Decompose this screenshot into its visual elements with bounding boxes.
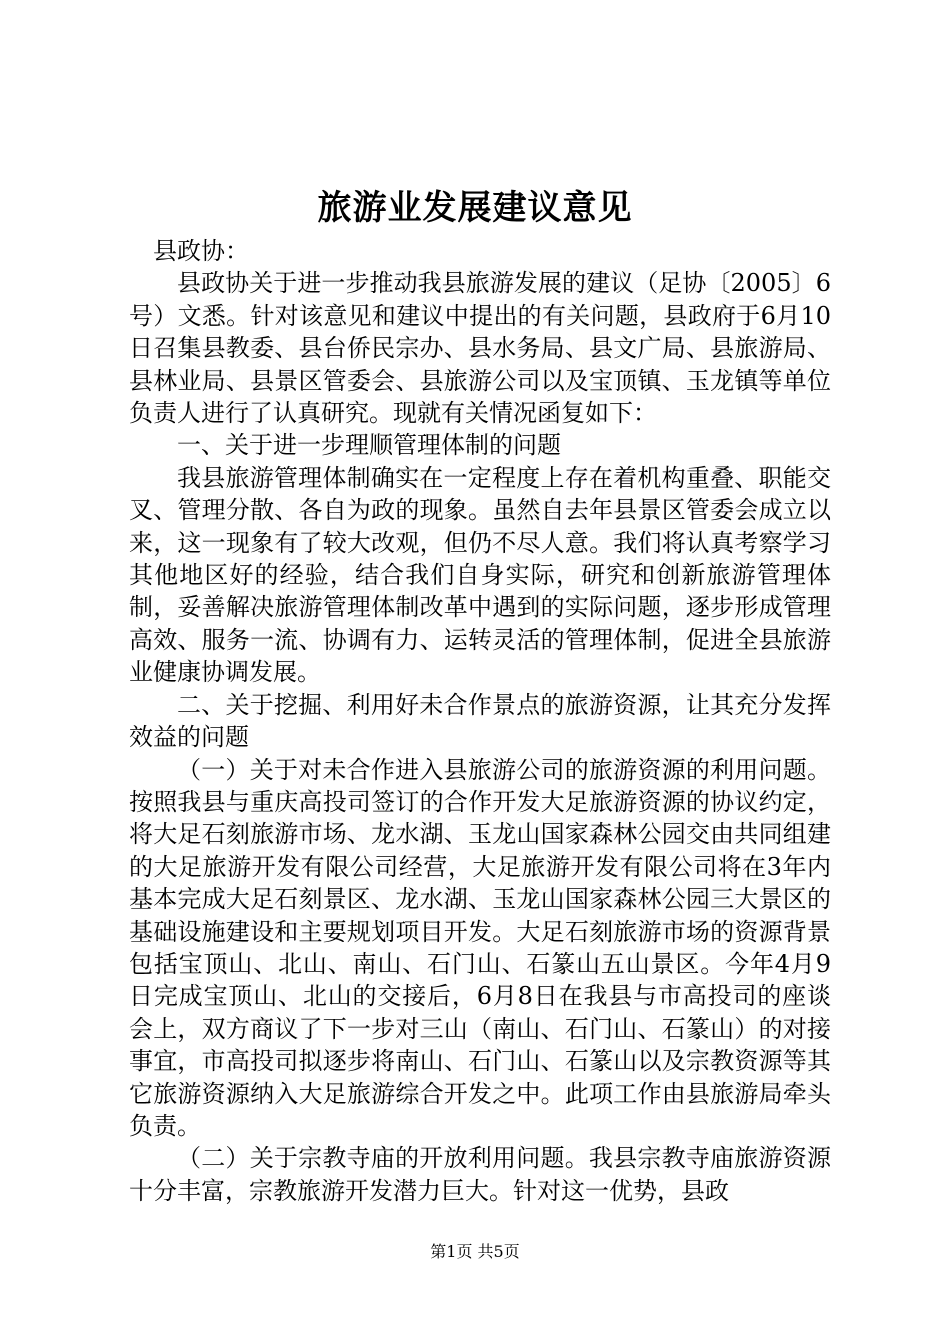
paragraph-resources: （一）关于对未合作进入县旅游公司的旅游资源的利用问题。按照我县与重庆高投司签订的合作开发大足旅游资源的协议约定，将大足石刻旅游市场、龙水湖、玉龙山国家森林公园交由共同组建的大足旅游开发有限公司经营，大足旅游开发有限公司将在3年内基本完成大足石刻景区、龙水湖、玉龙山国家森林公园三大景区的基础设施建设和主要规划项目开发。大足石刻旅游市场的资源背景包括宝顶山、北山、南山、石门山、石篆山五山景区。今年4月9日完成宝顶山、北山的交接后，6月8日在我县与市高投司的座谈会上，双方商议了下一步对三山（南山、石门山、石篆山）的对接事宜，市高投司拟逐步将南山、石门山、石篆山以及宗教资源等其它旅游资源纳入大足旅游综合开发之中。此项工作由县旅游局牵头负责。 — [129, 755, 831, 1140]
page-number: 第1页 共5页 — [430, 1242, 520, 1261]
paragraph-intro: 县政协关于进一步推动我县旅游发展的建议（足协〔2005〕6号）文悉。针对该意见和建议中提出的有关问题，县政府于6月10日召集县教委、县台侨民宗办、县水务局、县文广局、县旅游局、县林业局、县景区管委会、县旅游公司以及宝顶镇、玉龙镇等单位负责人进行了认真研究。现就有关情况函复如下： — [129, 269, 831, 428]
paragraph-management: 我县旅游管理体制确实在一定程度上存在着机构重叠、职能交叉、管理分散、各自为政的现象。虽然自去年县景区管委会成立以来，这一现象有了较大改观，但仍不尽人意。我们将认真考察学习其他地区好的经验，结合我们自身实际，研究和创新旅游管理体制，妥善解决旅游管理体制改革中遇到的实际问题，逐步形成管理高效、服务一流、协调有力、运转灵活的管理体制，促进全县旅游业健康协调发展。 — [129, 463, 831, 687]
document-title: 旅游业发展建议意见 — [317, 188, 633, 228]
salutation: 县政协： — [153, 237, 249, 265]
section-heading-1: 一、关于进一步理顺管理体制的问题 — [177, 431, 561, 460]
paragraph-religious: （二）关于宗教寺庙的开放利用问题。我县宗教寺庙旅游资源十分丰富，宗教旅游开发潜力巨大。针对这一优势，县政 — [129, 1144, 831, 1205]
section-heading-2: 二、关于挖掘、利用好未合作景点的旅游资源，让其充分发挥效益的问题 — [129, 690, 831, 752]
document-body — [129, 235, 831, 1207]
